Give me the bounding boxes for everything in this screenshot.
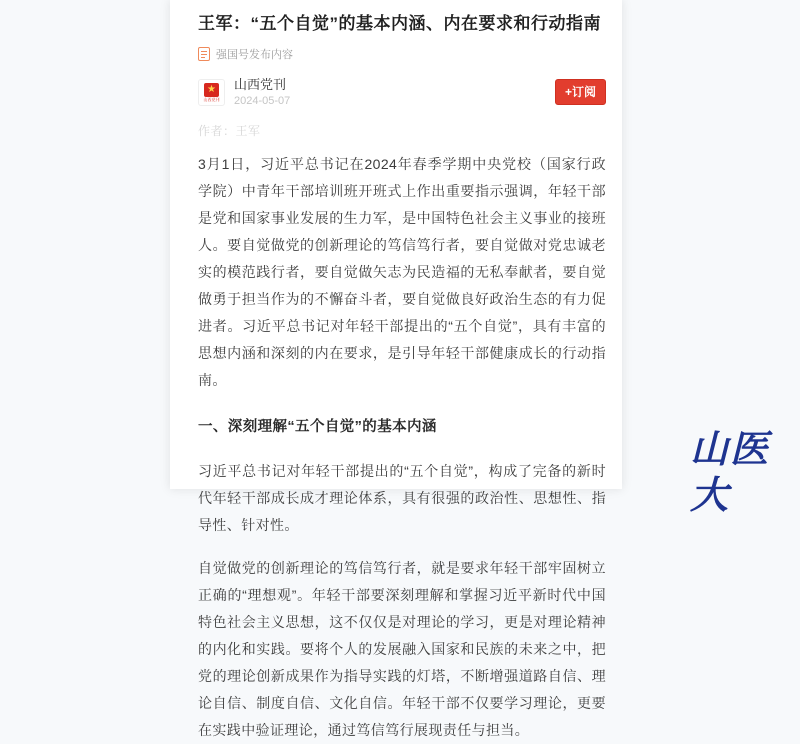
avatar-caption: 山西党刊 [203, 96, 220, 102]
author-line: 作者：王军 [198, 123, 261, 138]
article-paragraph: 3月1日，习近平总书记在2024年春季学期中央党校（国家行政学院）中青年干部培训班开班式上作出重要指示强调，年轻干部是党和国家事业发展的生力军，是中国特色社会主义事业的接班人。要自觉做党的创新理论的笃信笃行者，要自觉做对党忠诚老实的模范践行者，要自觉做矢志为民造福的无私奉献者，要自觉做勇于担当作为的不懈奋斗者，要自觉做良好政治生态的有力促进者。习近平总书记对年轻干部提出的“五个自觉”，具有丰富的思想内涵和深刻的内在要求，是引导年轻干部健康成长的行动指南。 [198, 155, 606, 388]
party-emblem-icon: ★ [204, 83, 219, 97]
publisher-name[interactable]: 山西党刊 [234, 76, 287, 92]
article-card [170, 0, 622, 738]
site-logo-watermark: 山医大 [690, 426, 771, 517]
subscribe-button[interactable]: +订阅 [555, 79, 606, 105]
section-heading: 一、深刻理解“五个自觉”的基本内涵 [198, 418, 437, 435]
article-paragraph: 习近平总书记对年轻干部提出的“五个自觉”，构成了完备的新时代年轻干部成长成才理论体系，具有很强的政治性、思想性、指导性、针对性。 [198, 462, 606, 533]
document-icon [198, 47, 210, 61]
article-body [198, 151, 606, 744]
publisher-meta [234, 77, 290, 108]
publisher-row [198, 77, 606, 108]
source-tag [198, 46, 606, 62]
publish-date: 2024-05-07 [234, 94, 291, 107]
article-title: 王军：“五个自觉”的基本内涵、内在要求和行动指南 [198, 14, 601, 33]
source-tag-label: 强国号发布内容 [216, 48, 293, 61]
publisher-avatar[interactable] [198, 79, 225, 106]
article-paragraph: 自觉做党的创新理论的笃信笃行者，就是要求年轻干部牢固树立正确的“理想观”。年轻干部要深刻理解和掌握习近平新时代中国特色社会主义思想，这不仅仅是对理论的学习，更是对理论精神的内化和实践。要将个人的发展融入国家和民族的未来之中，把党的理论创新成果作为指导实践的灯塔，不断增强道路自信、理论自信、制度自信、文化自信。年轻干部不仅要学习理论，更要在实践中验证理论，通过笃信笃行展现责任与担当。 [198, 559, 606, 738]
